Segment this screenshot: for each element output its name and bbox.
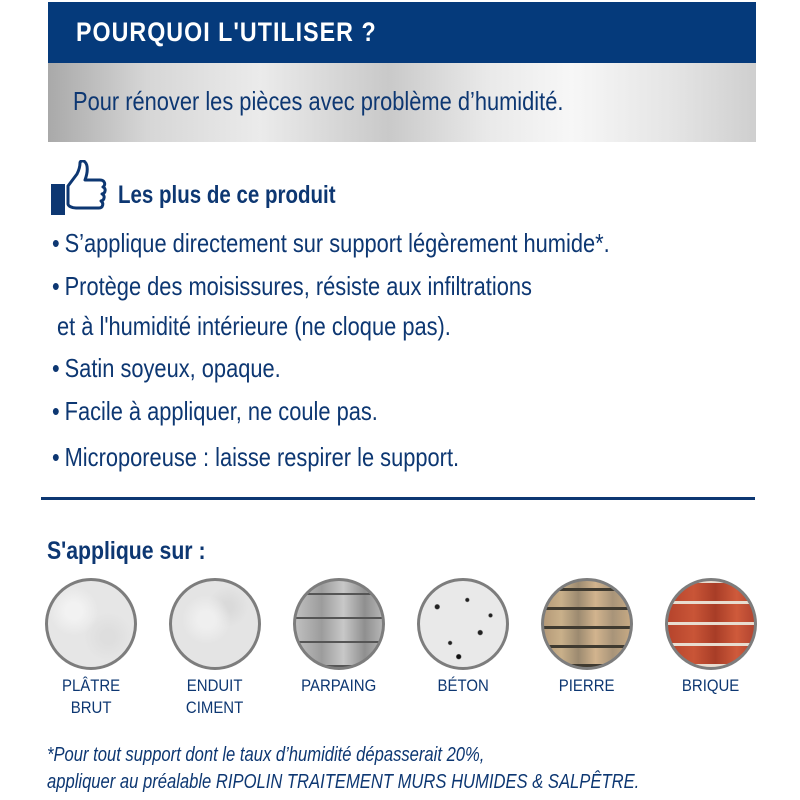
header-subtitle: Pour rénover les pièces avec problème d’humidité. [73,86,564,116]
advantage-item: • Satin soyeux, opaque. [52,353,281,383]
surface-label: PIERRE [559,676,615,695]
surfaces-title: S'applique sur : [47,537,206,565]
beton-texture-image [417,578,509,670]
surface-brique [656,578,766,728]
header-subtitle-band [48,63,756,142]
brique-texture-image [665,578,757,670]
header-banner [48,2,756,63]
thumbs-up-icon [50,160,108,216]
surface-label: PLÂTRE BRUT [61,676,121,717]
section-divider [41,497,755,500]
parpaing-texture-image [293,578,385,670]
surface-parpaing [284,578,394,728]
footnote-line-2: appliquer au préalable RIPOLIN TRAITEMENT MURS HUMIDES & SALPÊTRE. [47,771,640,793]
advantage-item: • Microporeuse : laisse respirer le support. [52,442,460,472]
surface-label: ENDUIT CIMENT [186,676,244,717]
pierre-texture-image [541,578,633,670]
surface-label: PARPAING [301,676,377,695]
platre-texture-image [45,578,137,670]
footnote-line-1: *Pour tout support dont le taux d’humidité dépasserait 20%, [47,744,485,766]
surface-enduit-ciment [160,578,270,728]
surface-label: BÉTON [437,676,489,695]
surface-label: BRIQUE [682,676,740,695]
advantage-item-continuation: et à l'humidité intérieure (ne cloque pas). [57,311,451,341]
surface-platre-brut [36,578,146,728]
surface-beton [408,578,518,728]
enduit-texture-image [169,578,261,670]
header-title: POURQUOI L'UTILISER ? [76,17,377,47]
advantages-title: Les plus de ce produit [118,181,336,209]
advantage-item: • S’applique directement sur support légèrement humide*. [52,228,610,258]
advantage-item: • Protège des moisissures, résiste aux infiltrations [52,271,532,301]
surface-pierre [532,578,642,728]
advantage-item: • Facile à appliquer, ne coule pas. [52,396,378,426]
